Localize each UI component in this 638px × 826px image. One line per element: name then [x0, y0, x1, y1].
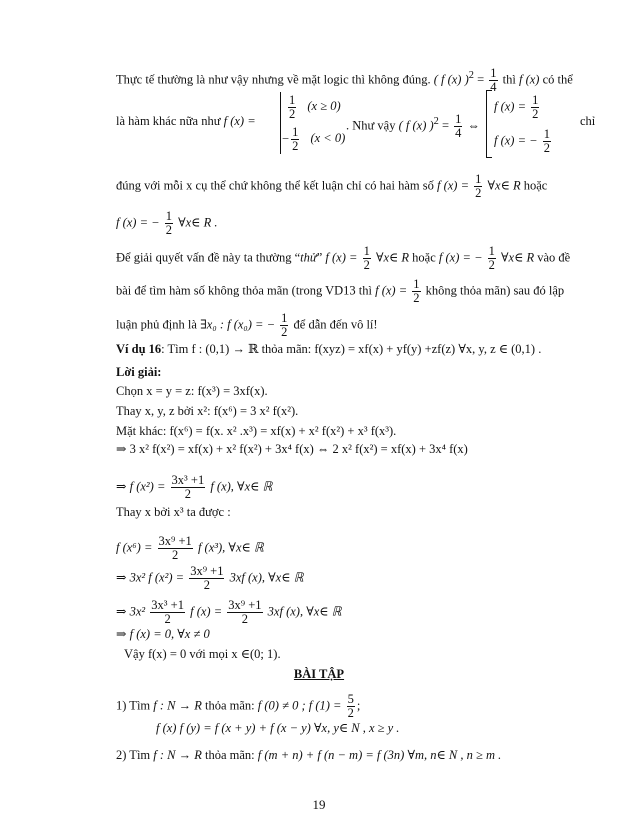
- text: Để giải quyết vấn đề này ta thường “: [116, 250, 301, 265]
- text: đúng với mỗi x cụ thể chứ không thể kết luận chỉ có hai hàm số: [116, 178, 434, 193]
- math-expr: f (m + n) + f (n − m) = f (3n) ∀m, n∈ N , n ≥ m .: [257, 748, 502, 762]
- math-sup: 2: [468, 70, 474, 82]
- exercise-1: [116, 693, 360, 720]
- solution-line-10: ⇒ f (x) = 0, ∀x ≠ 0: [116, 627, 210, 641]
- math-expr: f : N → R: [153, 748, 202, 762]
- solution-line-7: [116, 535, 264, 562]
- fraction: $\frac{1}{2}$: [292, 125, 299, 153]
- solution-title: Lời giải:: [116, 365, 162, 379]
- text: có thể: [542, 72, 573, 87]
- fraction: $\frac{\text{3x⁹ +1}}{2}$: [190, 564, 224, 592]
- paragraph-line-2-end: [580, 113, 595, 129]
- math-expr: ⇒ 3x²: [116, 604, 146, 619]
- fraction: $\frac{\text{3x⁹ +1}}{2}$: [158, 534, 192, 562]
- solution-line-9: [116, 599, 342, 626]
- paragraph-line-7: [116, 312, 378, 339]
- exercise-2: [116, 747, 501, 763]
- math-expr: f (x) = −: [116, 215, 160, 230]
- paragraph-line-3: [116, 173, 547, 200]
- paragraph-line-5: [116, 245, 570, 272]
- solution-line-2: Thay x, y, z bởi x²: f(x⁶) = 3 x² f(x²).: [116, 404, 299, 418]
- math-expr: f (x) = −: [438, 250, 483, 265]
- math-expr: ∀x∈ R: [501, 250, 535, 265]
- paragraph-line-4: [116, 210, 217, 237]
- math-expr: ( f (x) ): [398, 118, 434, 133]
- math-expr: f (x) =: [325, 250, 358, 265]
- text: chỉ: [580, 114, 596, 128]
- text: . Như vậy: [346, 118, 396, 133]
- math-sup: 2: [433, 116, 439, 128]
- solution-conclusion: Vậy f(x) = 0 với mọi x ∈(0; 1).: [124, 647, 281, 661]
- exercise-1-equation: f (x) f (y) = f (x + y) + f (x − y) ∀x, y∈ N , x ≥ y .: [156, 721, 400, 735]
- math-expr: f : N → R: [153, 698, 202, 713]
- paragraph-line-6: [116, 278, 564, 305]
- example-statement: [116, 341, 541, 357]
- math-expr: 3xf (x), ∀x∈ ℝ: [267, 604, 342, 619]
- math-op: =: [441, 118, 450, 133]
- math-expr: ⇒ f (x²) =: [116, 479, 166, 494]
- example-text: : Tìm f : (0,1) → ℝ thỏa mãn: f(xyz) = xf(x) + yf(y) +zf(z) ∀x, y, z ∈ (0,1) .: [161, 342, 542, 356]
- bracket-case-1: [494, 94, 541, 121]
- paragraph-line-2: [116, 113, 256, 129]
- math-expr: ⇒ 3x² f (x²) =: [116, 570, 185, 585]
- math-expr: ∀x∈ R: [375, 250, 410, 265]
- bracket-case-2: [494, 128, 553, 155]
- fraction: $\frac{\text{3x³ +1}}{2}$: [171, 473, 205, 501]
- text: 1) Tìm: [116, 698, 151, 713]
- text: là hàm khác nữa như: [116, 114, 221, 128]
- fraction: $\frac{5}{2}$: [347, 692, 354, 720]
- piecewise-brace: [280, 92, 281, 154]
- solution-line-5: [116, 474, 272, 501]
- text-italic: thử: [300, 250, 317, 265]
- text: thì: [502, 72, 516, 87]
- fraction: $\frac{1}{2}$: [363, 244, 370, 272]
- fraction: $\frac{1}{4}$: [490, 66, 497, 94]
- solution-line-3: Mặt khác: f(x⁶) = f(x. x² .x³) = xf(x) + x² f(x²) + x³ f(x³).: [116, 424, 397, 438]
- math-expr: f (0) ≠ 0 ; f (1) =: [257, 698, 342, 713]
- math-expr: f (x): [518, 72, 540, 87]
- text: ”: [316, 250, 323, 265]
- text: thỏa mãn:: [205, 748, 255, 762]
- math-expr: ∃x₀ : f (x₀) = −: [200, 317, 276, 332]
- text: thỏa mãn:: [205, 698, 255, 713]
- fraction: $\frac{1}{2}$: [475, 172, 482, 200]
- fraction: $\frac{1}{2}$: [289, 93, 296, 121]
- solution-line-4: ⇒ 3 x² f(x²) = xf(x) + x² f(x²) + 3x⁴ f(x) ⇔ 2 x² f(x²) = xf(x) + 3x⁴ f(x): [116, 442, 468, 456]
- math-cond: (x ≥ 0): [307, 99, 341, 114]
- text: không thỏa mãn) sau đó lập: [425, 283, 565, 298]
- math-expr: f (x) =: [223, 114, 256, 128]
- math-cond: (x < 0): [310, 131, 346, 146]
- math-expr: f (x⁶) =: [116, 540, 153, 555]
- fraction: $\frac{\text{3x⁹ +1}}{2}$: [228, 598, 262, 626]
- math-expr: f (x) =: [494, 99, 527, 114]
- solution-line-1: Chọn x = y = z: f(x³) = 3xf(x).: [116, 384, 268, 398]
- paragraph-line-1: [116, 67, 573, 94]
- math-op: =: [477, 72, 485, 87]
- fraction: $\frac{1}{2}$: [165, 209, 172, 237]
- math-expr: f (x) = −: [494, 133, 538, 148]
- solution-line-6: Thay x bởi x³ ta được :: [116, 505, 231, 519]
- fraction: $\frac{1}{2}$: [413, 277, 420, 305]
- fraction: $\frac{1}{2}$: [532, 93, 539, 121]
- math-expr: f (x) =: [436, 178, 469, 193]
- solution-line-8: [116, 565, 304, 592]
- or-bracket: [486, 90, 492, 158]
- math-expr: f (x) =: [375, 283, 408, 298]
- math-expr: f (x), ∀x∈ ℝ: [210, 479, 273, 494]
- page-number: 19: [312, 797, 326, 812]
- example-label: Ví dụ 16: [116, 342, 162, 356]
- text: hoặc: [523, 178, 548, 193]
- text: hoặc: [412, 250, 436, 265]
- math-expr: f (x) =: [190, 604, 223, 619]
- fraction: $\frac{1}{2}$: [488, 244, 495, 272]
- fraction: $\frac{1}{2}$: [281, 311, 288, 339]
- piecewise-case-2: [282, 126, 345, 153]
- math-expr: ( f (x) ): [433, 72, 469, 87]
- math-expr: 3xf (x), ∀x∈ ℝ: [229, 570, 304, 585]
- exercises-title: BÀI TẬP: [293, 667, 345, 681]
- text: 2) Tìm: [116, 748, 151, 762]
- math-expr: ∀x∈ R .: [178, 215, 218, 230]
- piecewise-case-1: [286, 94, 341, 121]
- fraction: $\frac{\text{3x³ +1}}{2}$: [151, 598, 184, 626]
- fraction: $\frac{1}{2}$: [543, 127, 550, 155]
- math-op: −: [282, 131, 290, 146]
- text: ;: [356, 698, 361, 713]
- math-op: ⇔: [467, 118, 481, 133]
- math-expr: ∀x∈ R: [487, 178, 521, 193]
- fraction: $\frac{1}{4}$: [455, 112, 462, 140]
- text: luận phủ định là: [116, 317, 197, 332]
- text: để dẫn đến vô lí!: [293, 317, 378, 332]
- text: vào đề: [537, 250, 571, 265]
- math-expr: f (x³), ∀x∈ ℝ: [197, 540, 264, 555]
- paragraph-line-2-cont: [346, 113, 480, 140]
- text: Thực tế thường là như vậy nhưng về mặt logic thì không đúng.: [116, 72, 431, 87]
- text: bài để tìm hàm số không thỏa mãn (trong VD13 thì: [116, 283, 372, 298]
